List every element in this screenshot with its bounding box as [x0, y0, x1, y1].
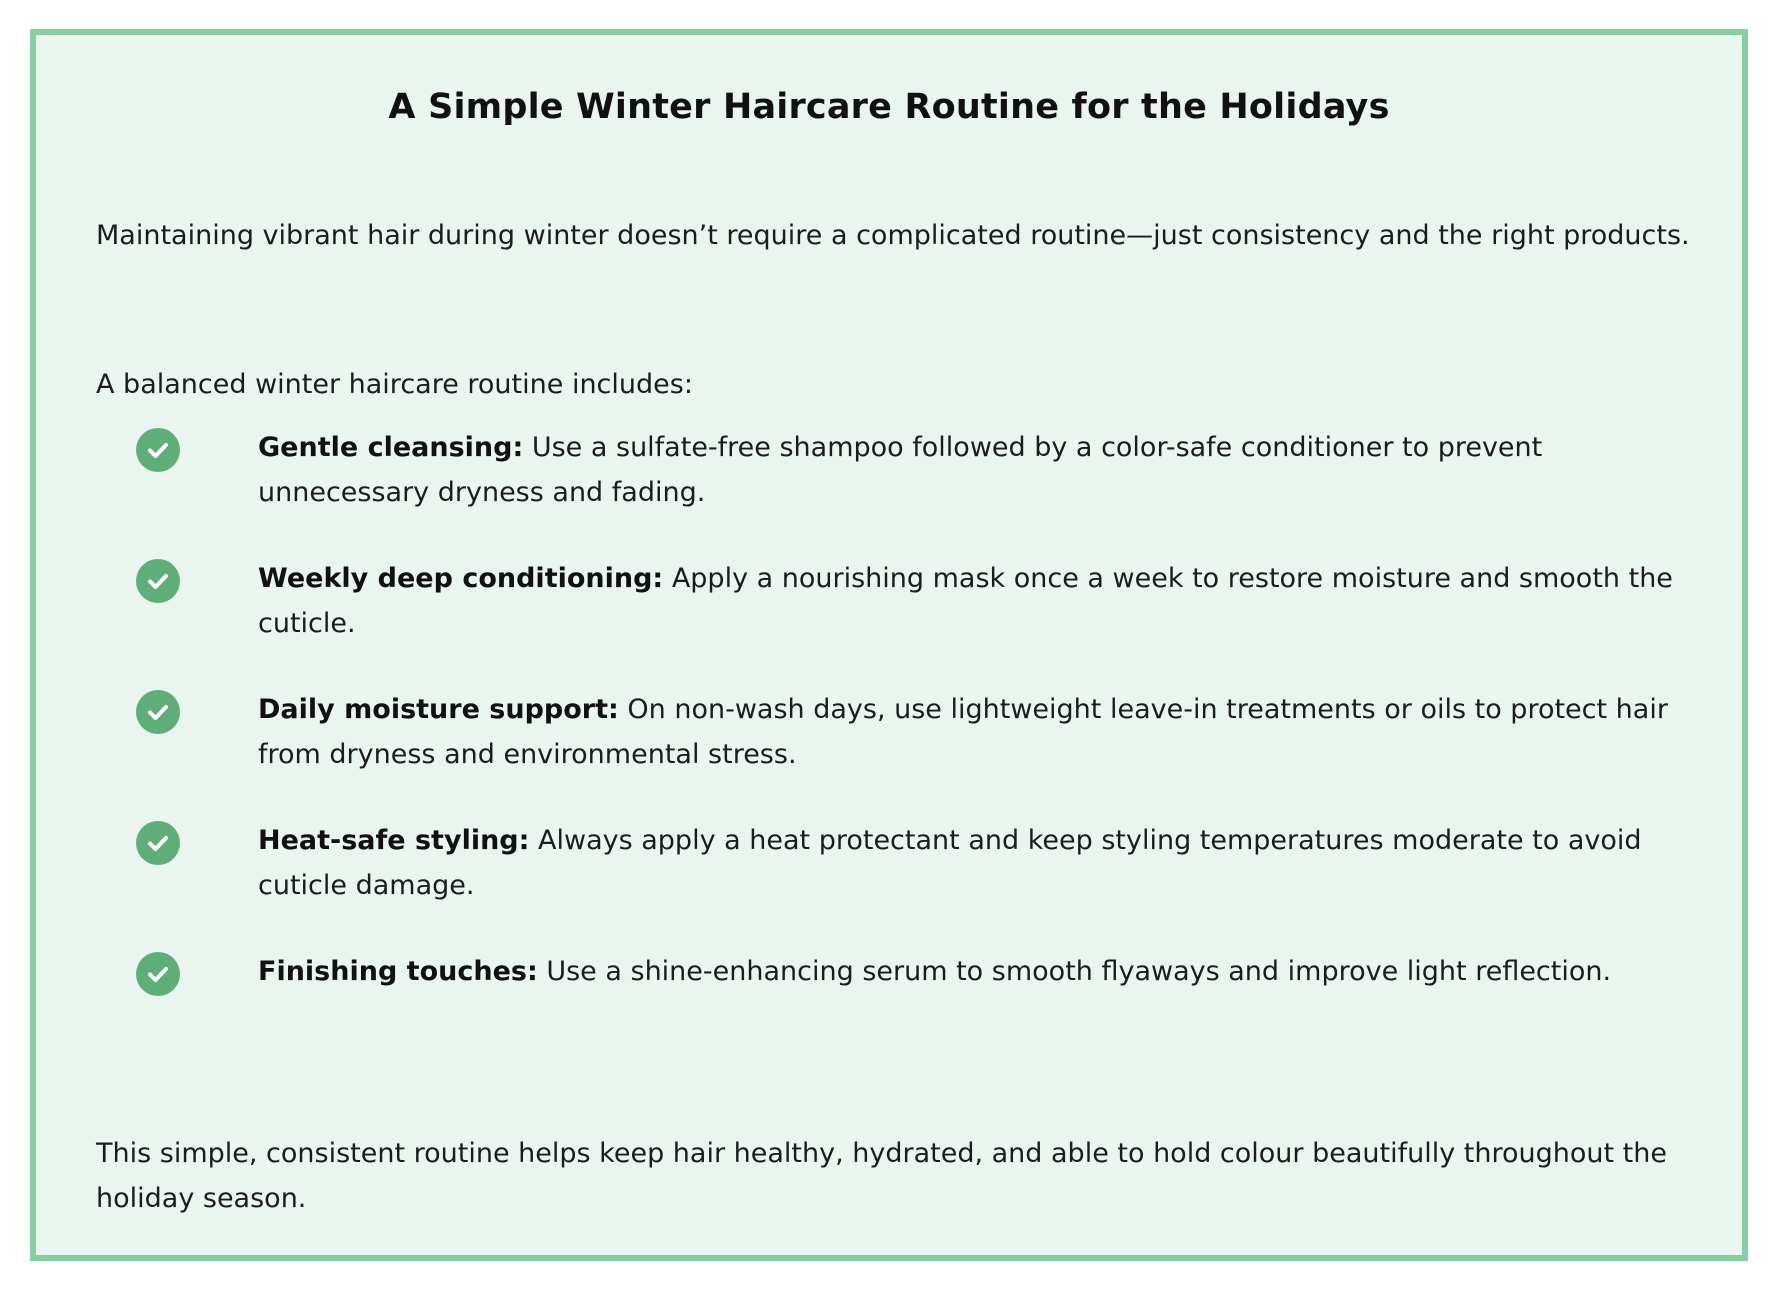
check-circle-icon — [136, 952, 180, 996]
list-item — [96, 556, 1696, 651]
list-item — [96, 425, 1696, 520]
list-item-text: On non-wash days, use lightweight leave-in treatments or oils to protect hair from dryness and environmental stress. — [258, 694, 1668, 770]
check-circle-icon — [136, 559, 180, 603]
list-item-text: Use a shine-enhancing serum to smooth flyaways and improve light reflection. — [537, 956, 1612, 987]
list-item — [96, 687, 1696, 782]
list-item-text: Use a sulfate-free shampoo followed by a color-safe conditioner to prevent unnecessary dryness and fading. — [258, 432, 1543, 508]
list-item — [96, 949, 1696, 1044]
intro-paragraph: Maintaining vibrant hair during winter doesn’t require a complicated routine—just consistency and the right products. — [96, 220, 1690, 251]
list-item-term: Finishing touches: — [258, 956, 538, 987]
list-item-text: Always apply a heat protectant and keep styling temperatures moderate to avoid cuticle damage. — [258, 825, 1642, 901]
list-lead-paragraph: A balanced winter haircare routine includes: — [96, 369, 693, 400]
closing-paragraph: This simple, consistent routine helps keep hair healthy, hydrated, and able to hold colour beautifully throughout the holiday season. — [96, 1138, 1667, 1214]
list-item — [96, 818, 1696, 913]
routine-card — [30, 29, 1748, 1261]
list-item-term: Weekly deep conditioning: — [258, 563, 664, 594]
check-circle-icon — [136, 428, 180, 472]
check-circle-icon — [136, 821, 180, 865]
list-item-term: Daily moisture support: — [258, 694, 619, 725]
check-circle-icon — [136, 690, 180, 734]
page-title: A Simple Winter Haircare Routine for the Holidays — [388, 87, 1390, 127]
list-item-term: Heat-safe styling: — [258, 825, 530, 856]
list-item-text: Apply a nourishing mask once a week to restore moisture and smooth the cuticle. — [258, 563, 1673, 639]
list-item-term: Gentle cleansing: — [258, 432, 524, 463]
